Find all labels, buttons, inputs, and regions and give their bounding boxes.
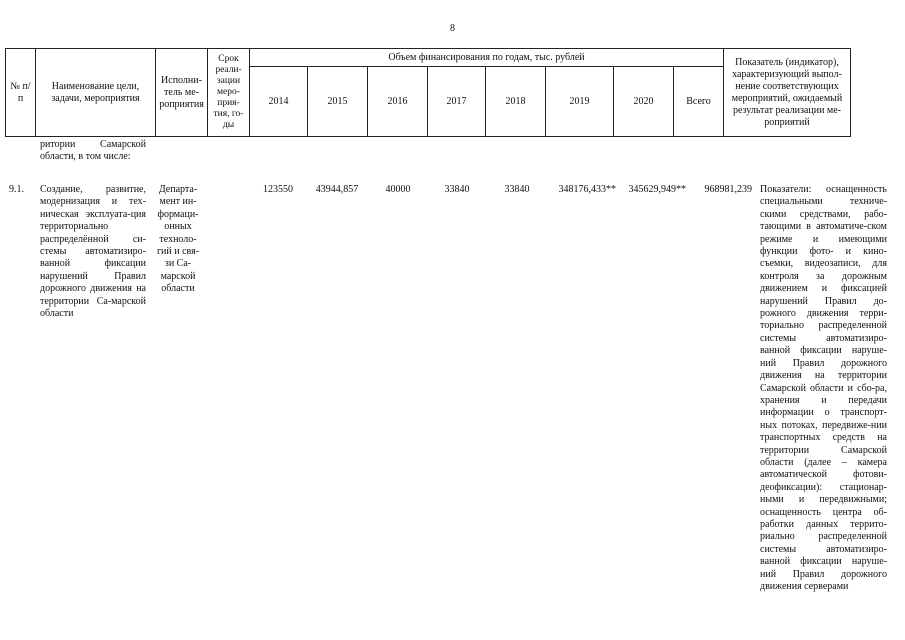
value-2020: 345629,949**	[628, 184, 686, 195]
header-year-2019: 2019	[546, 67, 614, 137]
header-year-2018: 2018	[486, 67, 546, 137]
row-executor: Департа-мент ин-формаци-онных техноло-гий и свя-зи Са-марской области	[156, 184, 200, 295]
header-year-2017: 2017	[428, 67, 486, 137]
value-2017: 33840	[444, 184, 470, 195]
header-indicator: Показатель (индикатор), характеризующий выпол-нение соответствующих мероприятий, ожидаемый результат реализации ме-роприятий	[724, 49, 851, 137]
header-funding: Объем финансирования по годам, тыс. рублей	[250, 49, 724, 67]
value-total: 968981,239	[704, 184, 752, 195]
value-2018: 33840	[504, 184, 530, 195]
header-table	[5, 48, 851, 137]
row-number: 9.1.	[9, 184, 24, 195]
row-name: Создание, развитие, модернизация и тех-ническая эксплуата-ция территориально распределённой си-стемы автоматизиро-ванной фиксации нарушений Правил дорожного движения на территории Са-марской области	[40, 184, 146, 320]
header-name: Наименование цели, задачи, мероприятия	[36, 49, 156, 137]
header-year-2020: 2020	[614, 67, 674, 137]
header-number: № п/п	[6, 49, 36, 137]
header-term: Срок реали-зации меро-прия-тия, го-ды	[208, 49, 250, 137]
value-2014: 123550	[263, 184, 293, 195]
header-executor: Исполни-тель ме-роприятия	[156, 49, 208, 137]
value-2019: 348176,433**	[558, 184, 616, 195]
page-number: 8	[450, 23, 455, 34]
header-total: Всего	[674, 67, 724, 137]
value-2016: 40000	[385, 184, 411, 195]
continuation-text: ритории Самарской области, в том числе:	[40, 139, 146, 163]
header-year-2014: 2014	[250, 67, 308, 137]
header-year-2016: 2016	[368, 67, 428, 137]
header-year-2015: 2015	[308, 67, 368, 137]
row-indicator: Показатели: оснащенность специальными техниче-скими средствами, рабо-тающими в автоматиче-ском режиме и имеющими функции фото- и кино-съемки, видеозаписи, для контроля за дорожным движением и фиксацией нарушений Правил до-рожного движения терри-ториально распределенной системы автоматизиро-ванной фиксации наруше-ний Правил дорожного движения на территории Самарской области и сбо-ра, хранения и передачи информации о транспорт-ных потоках, передвиже-нии транспортных средств на территории Самарской области (далее – камера автоматической фотови-деофиксации): стационар-ными и передвижными; оснащенность центра об-работки данных террито-риально распределенной системы автоматизиро-ванной фиксации наруше-ний Правил дорожного движения серверами	[760, 184, 887, 592]
value-2015: 43944,857	[315, 184, 359, 195]
